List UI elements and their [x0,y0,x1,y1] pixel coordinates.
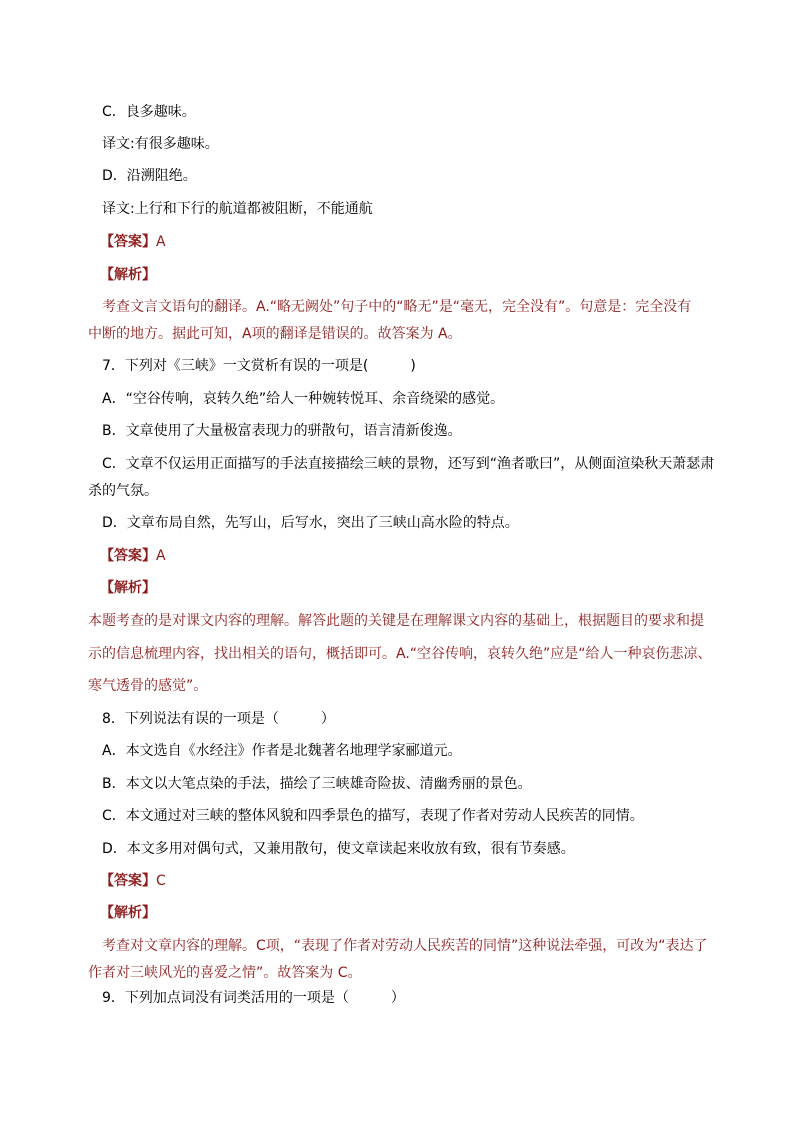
question-8-option-a: A．本文选自《水经注》作者是北魏著名地理学家郦道元。 [102,743,462,759]
answer-line-1 [100,232,166,252]
option-d-text: D．沿溯阻绝。 [102,168,197,184]
answer-line-2 [100,546,166,566]
explanation-1-line-2: 中断的地方。据此可知，A项的翻译是错误的。故答案为 A。 [88,326,462,342]
question-7-option-b: B．文章使用了大量极富表现力的骈散句，语言清新俊逸。 [102,423,462,439]
explanation-3-line-1: 考查对文章内容的理解。C项，“表现了作者对劳动人民疾苦的同情”这种说法牵强，可改为“表达了 [102,938,708,954]
answer-line-3 [100,871,166,891]
explanation-label: 【解析】 [100,905,156,921]
question-7-option-c-line-2: 杀的气氛。 [88,483,158,499]
explanation-label: 【解析】 [100,580,156,596]
question-7: 7．下列对《三峡》一文赏析有误的一项是( ) [102,358,416,374]
explanation-3-line-2: 作者对三峡风光的喜爱之情”。故答案为 C。 [88,965,362,981]
explanation-2-line-1: 本题考查的是对课文内容的理解。解答此题的关键是在理解课文内容的基础上，根据题目的要求和提 [88,613,704,629]
explanation-label-2 [100,578,156,598]
translation-d: 译文:上行和下行的航道都被阻断，不能通航 [102,201,373,217]
explanation-2-line-2: 示的信息梳理内容，找出相关的语句，概括即可。A.“空谷传响，哀转久绝”应是“给人一种哀伤悲凉、 [88,646,712,662]
explanation-label-3 [100,903,156,923]
explanation-2-line-3: 寒气透骨的感觉”。 [88,678,208,694]
option-c-text: C．良多趣味。 [102,104,196,120]
question-8: 8．下列说法有误的一项是（ ） [102,711,335,727]
answer-value: A [156,548,166,564]
answer-label: 【答案】 [100,548,156,564]
explanation-label-1 [100,265,156,285]
answer-label: 【答案】 [100,873,156,889]
question-7-option-c-line-1: C．文章不仅运用正面描写的手法直接描绘三峡的景物，还写到“渔者歌曰”，从侧面渲染秋天萧瑟肃 [102,456,715,472]
answer-label: 【答案】 [100,234,156,250]
explanation-1-line-1: 考查文言文语句的翻译。A.“略无阙处”句子中的“略无”是“毫无，完全没有”。句意是：完全没有 [102,299,692,315]
question-9: 9．下列加点词没有词类活用的一项是（ ） [102,990,405,1006]
question-8-option-c: C．本文通过对三峡的整体风貌和四季景色的描写，表现了作者对劳动人民疾苦的同情。 [102,808,644,824]
question-7-option-d: D．文章布局自然，先写山，后写水，突出了三峡山高水险的特点。 [102,515,519,531]
question-8-option-b: B．本文以大笔点染的手法，描绘了三峡雄奇险拔、清幽秀丽的景色。 [102,776,532,792]
question-7-option-a: A．“空谷传响，哀转久绝”给人一种婉转悦耳、余音绕梁的感觉。 [102,391,505,407]
question-8-option-d: D．本文多用对偶句式，又兼用散句，使文章读起来收放有致，很有节奏感。 [102,841,575,857]
answer-value: C [156,873,166,889]
answer-value: A [156,234,166,250]
explanation-label: 【解析】 [100,267,156,283]
translation-c: 译文:有很多趣味。 [102,136,219,152]
